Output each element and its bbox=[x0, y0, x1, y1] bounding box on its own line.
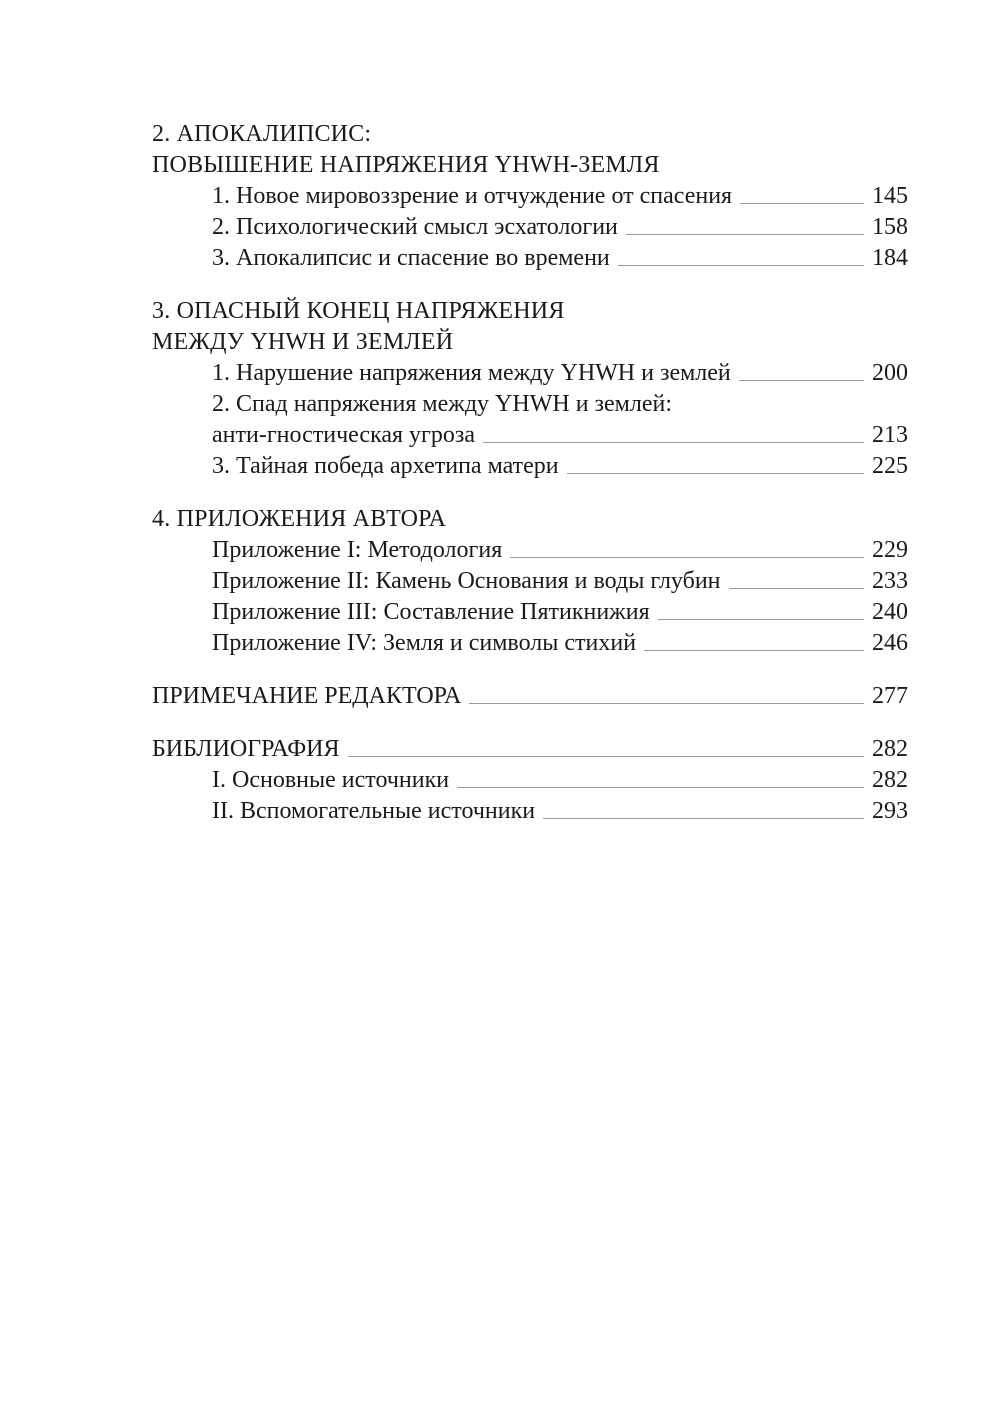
dot-leader bbox=[543, 817, 864, 819]
dot-leader bbox=[457, 786, 864, 788]
toc-entry-label: 1. Нарушение напряжения между YHWH и землей bbox=[212, 360, 731, 386]
toc-entry-label: 3. Апокалипсис и спасение во времени bbox=[212, 245, 610, 271]
dot-leader bbox=[510, 556, 864, 558]
toc-part-4 bbox=[152, 504, 908, 659]
toc-entry-label: II. Вспомогательные источники bbox=[212, 798, 536, 824]
toc-entry[interactable] bbox=[152, 681, 908, 712]
toc-entry-page: 158 bbox=[872, 214, 908, 240]
dot-leader bbox=[739, 379, 864, 381]
dot-leader bbox=[483, 441, 864, 443]
toc-entry-page: 184 bbox=[872, 245, 908, 271]
toc-entry-label: Приложение III: Составление Пятикнижия bbox=[212, 599, 650, 625]
toc-entry[interactable] bbox=[152, 420, 908, 451]
toc-entry-label: 2. Психологический смысл эсхатологии bbox=[212, 214, 618, 240]
toc-bibliography bbox=[152, 734, 908, 827]
toc-entry[interactable] bbox=[152, 358, 908, 389]
part-heading-line: 3. ОПАСНЫЙ КОНЕЦ НАПРЯЖЕНИЯ bbox=[152, 298, 565, 324]
toc-entry-page: 282 bbox=[872, 736, 908, 762]
toc-entry-page: 293 bbox=[872, 798, 908, 824]
toc-entry[interactable] bbox=[152, 243, 908, 274]
toc-entry-label: 3. Тайная победа архетипа матери bbox=[212, 453, 559, 479]
dot-leader bbox=[567, 472, 864, 474]
table-of-contents bbox=[152, 119, 908, 849]
toc-editor-note bbox=[152, 681, 908, 712]
dot-leader bbox=[658, 618, 864, 620]
dot-leader bbox=[626, 233, 864, 235]
toc-entry-label: 1. Новое мировоззрение и отчуждение от спасения bbox=[212, 183, 733, 209]
dot-leader bbox=[740, 202, 864, 204]
toc-entry[interactable] bbox=[152, 451, 908, 482]
toc-entry-page: 229 bbox=[872, 537, 908, 563]
dot-leader bbox=[729, 587, 865, 589]
dot-leader bbox=[644, 649, 864, 651]
dot-leader bbox=[348, 755, 864, 757]
toc-entry-page: 200 bbox=[872, 360, 908, 386]
toc-entry-page: 145 bbox=[872, 183, 908, 209]
toc-entry[interactable] bbox=[152, 765, 908, 796]
part-heading-line: ПОВЫШЕНИЕ НАПРЯЖЕНИЯ YHWH-ЗЕМЛЯ bbox=[152, 152, 660, 178]
toc-entry[interactable] bbox=[152, 796, 908, 827]
toc-entry-label: БИБЛИОГРАФИЯ bbox=[152, 736, 340, 762]
toc-entry-page: 246 bbox=[872, 630, 908, 656]
toc-part-2 bbox=[152, 119, 908, 274]
toc-entry-page: 240 bbox=[872, 599, 908, 625]
toc-entry-page: 213 bbox=[872, 422, 908, 448]
toc-part-3 bbox=[152, 296, 908, 482]
toc-entry-label: I. Основные источники bbox=[212, 767, 450, 793]
toc-entry[interactable] bbox=[152, 597, 908, 628]
part-heading-line: МЕЖДУ YHWH И ЗЕМЛЕЙ bbox=[152, 329, 454, 355]
toc-entry-label: ПРИМЕЧАНИЕ РЕДАКТОРА bbox=[152, 683, 462, 709]
toc-entry-page: 225 bbox=[872, 453, 908, 479]
toc-entry[interactable] bbox=[152, 535, 908, 566]
toc-entry[interactable] bbox=[152, 181, 908, 212]
toc-entry[interactable] bbox=[152, 628, 908, 659]
toc-entry-label: Приложение II: Камень Основания и воды глубин bbox=[212, 568, 721, 594]
toc-entry[interactable] bbox=[152, 566, 908, 597]
part-heading-line: 2. АПОКАЛИПСИС: bbox=[152, 121, 372, 147]
toc-entry-label: Приложение IV: Земля и символы стихий bbox=[212, 630, 637, 656]
toc-entry-label: анти-гностическая угроза bbox=[212, 422, 476, 448]
toc-entry-page: 282 bbox=[872, 767, 908, 793]
toc-entry-label: Приложение I: Методология bbox=[212, 537, 503, 563]
dot-leader bbox=[469, 702, 864, 704]
toc-entry-label-line1: 2. Спад напряжения между YHWH и землей: bbox=[212, 391, 673, 417]
dot-leader bbox=[618, 264, 864, 266]
part-heading-line: 4. ПРИЛОЖЕНИЯ АВТОРА bbox=[152, 506, 447, 532]
toc-entry-page: 277 bbox=[872, 683, 908, 709]
toc-entry[interactable] bbox=[152, 212, 908, 243]
toc-entry[interactable] bbox=[152, 734, 908, 765]
toc-entry-page: 233 bbox=[872, 568, 908, 594]
